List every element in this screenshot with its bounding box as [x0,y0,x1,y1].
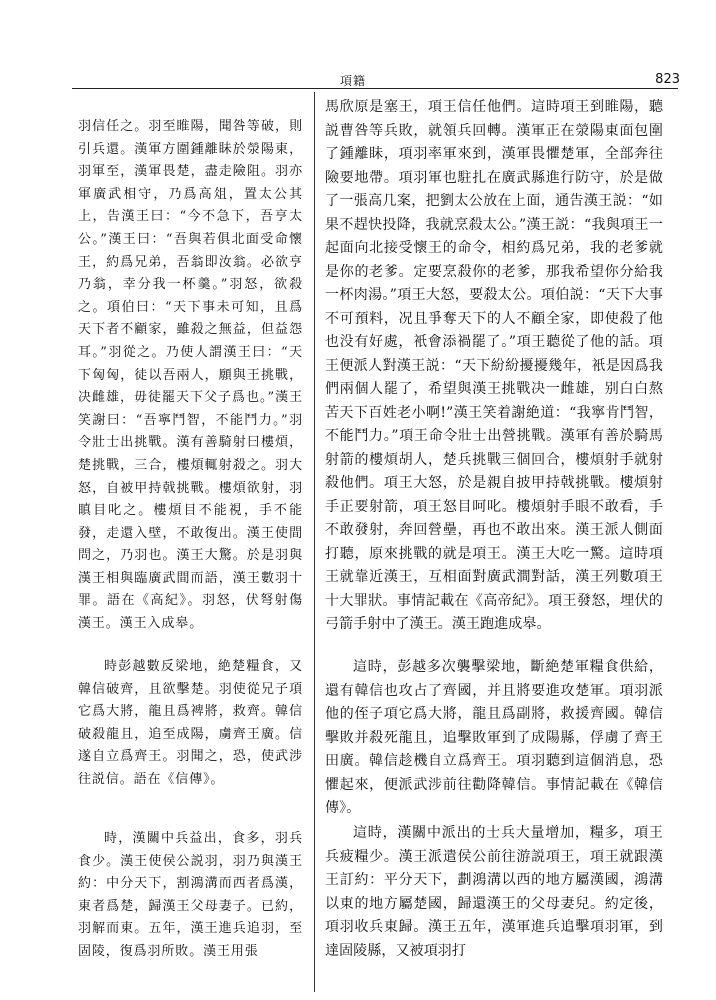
classical-paragraph-1: 羽信任之。羽至睢陽，聞咎等破，則引兵還。漢軍方圍鍾離眛於滎陽東，羽軍至，漢軍畏楚，盡走險阻。羽亦軍廣武相守，乃爲高俎，置太公其上，告漢王曰：“今不急下，吾亨太公。”漢王曰：“吾與若俱北面受命懷王，約爲兄弟，吾翁即汝翁。必欲亨乃翁，幸分我一杯羹。”羽怒，欲殺之。項伯曰：“天下事未可知，且爲天下者不顧家，雖殺之無益，但益怨耳。”羽從之。乃使人謂漢王曰：“天下匈匈，徒以吾兩人，願與王挑戰，决雌雄，毋徒罷天下父子爲也。”漢王笑謝曰：“吾寧鬥智，不能鬥力。”羽令壯士出挑戰。漢有善騎射曰樓煩，楚挑戰，三合，樓煩輒射殺之。羽大怒，自被甲持戟挑戰。樓煩欲射，羽瞋目叱之。樓煩目不能視，手不能發，走還入壁，不敢復出。漢王使間問之，乃羽也。漢王大驚。於是羽與漢王相與臨廣武間而語，漢王數羽十罪。語在《高紀》。羽怒，伏弩射傷漢王。漢王入成皋。 [78,119,303,632]
page-header [50,72,680,88]
header-rule [72,88,678,89]
page-number: 823 [655,72,680,87]
translation-paragraph-2: 這時，彭越多次襲擊梁地，斷絶楚軍糧食供給，還有韓信也攻占了齊國，并且將要進攻楚軍。項羽派他的侄子項它爲大將，龍且爲副將，救援齊國。韓信擊敗并殺死龍且，追擊敗軍到了成陽縣，俘虜了齊王田廣。韓信趁機自立爲齊王。項羽聽到這個消息，恐懼起來，便派武涉前往勸降韓信。事情記載在《韓信傳》。 [325,659,663,816]
translation-paragraph-1: 馬欣原是塞王，項王信任他們。這時項王到睢陽，聽説曹咎等兵敗，就領兵回轉。漢軍正在滎陽東面包圍了鍾離眛，項羽率軍來到，漢軍畏懼楚軍，全部奔往險要地帶。項羽軍也駐扎在廣武縣進行防守，於是做了一張高几案，把劉太公放在上面，通告漢王説：“如果不趕快投降，我就烹殺太公。”漢王説：“我與項王一起面向北接受懷王的命令，相約爲兄弟，我的老爹就是你的老爹。定要烹殺你的老爹，那我希望你分給我一杯肉湯。”項王大怒，要殺太公。項伯説：“天下大事不可預料，况且爭奪天下的人不顧全家，即使殺了他也没有好處，衹會添禍罷了。”項王聽從了他的話。項王便派人對漢王説：“天下紛紛擾擾幾年，衹是因爲我們兩個人罷了，希望與漢王挑戰决一雌雄，别白白熬苦天下百姓老小啊!”漢王笑着謝絶道：“我寧肯鬥智，不能鬥力。”項王命令壯士出營挑戰。漢軍有善於騎馬射箭的樓煩胡人，楚兵挑戰三個回合，樓煩射手就射殺他們。項王大怒，於是親自披甲持戟挑戰。樓煩射手正要射箭，項王怒目呵叱。樓煩射手眼不敢看，手不敢發射，奔回營壘，再也不敢出來。漢王派人側面打聽，原來挑戰的就是項王。漢王大吃一驚。這時項王就靠近漢王，互相面對廣武澗對話，漢王列數項王十大罪狀。事情記載在《高帝紀》。項王發怒，埋伏的弓箭手射中了漢王。漢王跑進成皋。 [325,99,663,632]
classical-paragraph-2: 時彭越數反梁地，絶楚糧食，又韓信破齊，且欲擊楚。羽使從兄子項它爲大將，龍且爲裨將，救齊。韓信破殺龍且，追至成陽，虜齊王廣。信遂自立爲齊王。羽聞之，恐，使武涉往説信。語在《信傳》。 [78,659,303,787]
running-title: 項籍 [340,74,367,88]
classical-paragraph-3: 時，漢關中兵益出，食多，羽兵食少。漢王使侯公説羽，羽乃與漢王約：中分天下，割鴻溝而西者爲漢，東者爲楚，歸漢王父母妻子。已約，羽解而東。五年，漢王進兵追羽，至固陵，復爲羽所敗。漢王用張 [78,831,303,959]
translation-paragraph-3: 這時，漢關中派出的士兵大量增加，糧多，項王兵疲糧少。漢王派遣侯公前往游説項王，項王就跟漢王訂約：平分天下，劃鴻溝以西的地方屬漢國，鴻溝以東的地方屬楚國，歸還漢王的父母妻兒。約定後，項羽收兵東歸。漢王五年，漢軍進兵追擊項羽軍，到達固陵縣，又被項羽打 [325,825,663,959]
column-divider [314,92,315,992]
